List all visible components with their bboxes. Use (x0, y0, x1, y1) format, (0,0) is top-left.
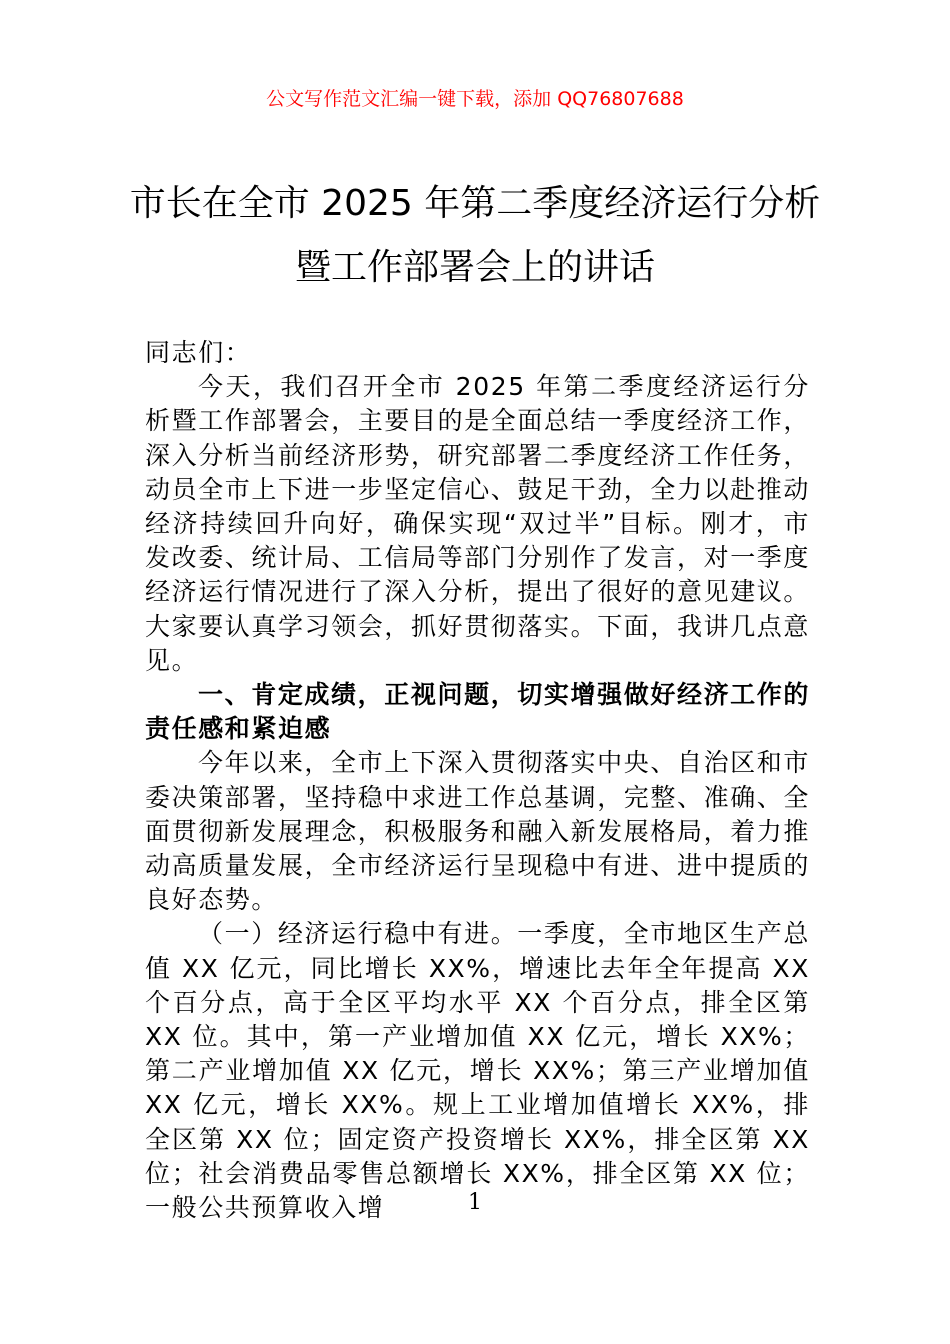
document-body (145, 336, 810, 1225)
paragraph-overview: 今年以来，全市上下深入贯彻落实中央、自治区和市委决策部署，坚持稳中求进工作总基调，完整、准确、全面贯彻新发展理念，积极服务和融入新发展格局，着力推动高质量发展，全市经济运行呈现稳中有进、进中提质的良好态势。 (145, 748, 811, 915)
salutation: 同志们： (145, 338, 252, 367)
title-line-2: 暨工作部署会上的讲话 (294, 247, 655, 288)
page-number: 1 (468, 1190, 482, 1215)
section-heading-1: 一、肯定成绩，正视问题，切实增强做好经济工作的责任感和紧迫感 (145, 680, 810, 744)
paragraph-intro: 今天，我们召开全市 2025 年第二季度经济运行分析暨工作部署会，主要目的是全面总结一季度经济工作，深入分析当前经济形势，研究部署二季度经济工作任务，动员全市上下进一步坚定信心、鼓足干劲，全力以赴推动经济持续回升向好，确保实现“双过半”目标。刚才，市发改委、统计局、工信局等部门分别作了发言，对一季度经济运行情况进行了深入分析，提出了很好的意见建议。大家要认真学习领会，抓好贯彻落实。下面，我讲几点意见。 (145, 372, 811, 675)
paragraph-economy-stats: （一）经济运行稳中有进。一季度，全市地区生产总值 XX 亿元，同比增长 XX%，增速比去年全年提高 XX 个百分点，高于全区平均水平 XX 个百分点，排全区第 XX 位。其中，第一产业增加值 XX 亿元，增长 XX%；第二产业增加值 XX 亿元，增长 XX%；第三产业增加值 XX 亿元，增长 XX%。规上工业增加值增长 XX%，排全区第 XX 位；固定资产投资增长 XX%，排全区第 XX 位；社会消费品零售总额增长 XX%，排全区第 XX 位；一般公共预算收入增 (145, 919, 810, 1223)
title-line-1: 市长在全市 2025 年第二季度经济运行分析 (129, 183, 821, 224)
download-notice[interactable]: 公文写作范文汇编一键下载，添加 QQ76807688 (266, 88, 684, 110)
document-title (0, 172, 950, 300)
